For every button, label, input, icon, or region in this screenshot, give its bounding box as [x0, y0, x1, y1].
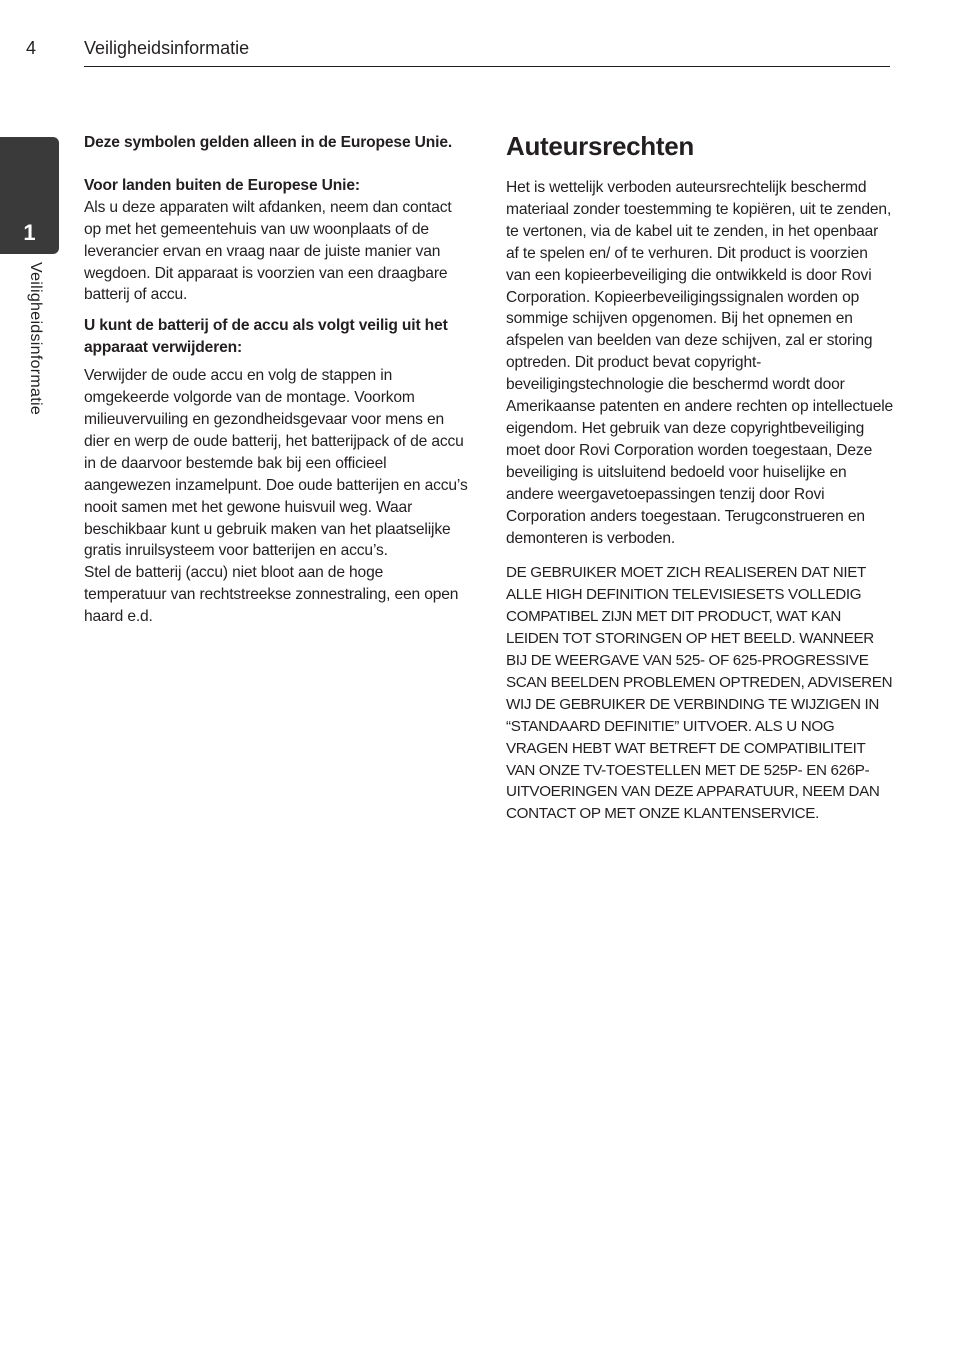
- eu-symbols-heading: Deze symbolen gelden alleen in de Europese Unie.: [84, 134, 453, 151]
- non-eu-heading: Voor landen buiten de Europese Unie:: [84, 176, 360, 194]
- copyright-text: Het is wettelijk verboden auteursrechtelijk beschermd materiaal zonder toestemming te kopiëren, uit te zenden, te vertonen, via de kabel uit te zenden, in het openbaar af te spelen en/ of te verhuren. Dit product is voorzien van een kopieerbeveiliging die ontwikkeld is door Rovi Corporation. Kopieerbeveiligingssignalen worden op sommige schijven opgenomen. Bij het opnemen en afspelen van beelden van deze schijven, zal er storing optreden. Dit product bevat copyright-beveiligingstechnologie die beschermd wordt door Amerikaanse patenten en andere rechten op intellectuele eigendom. Het gebruik van deze copyrightbeveiliging moet door Rovi Corporation worden toegestaan, Deze beveiliging is uitsluitend bedoeld voor huiselijke en andere weergavetoepassingen tenzij door Rovi Corporation anders toegestaan. Terugconstrueren en demonteren is verboden.: [506, 179, 894, 547]
- chapter-tab: [0, 137, 59, 254]
- battery-removal-heading: U kunt de batterij of de accu als volgt veilig uit het apparaat verwijderen:: [84, 317, 448, 357]
- chapter-label: Veiligheidsinformatie: [27, 262, 44, 416]
- chapter-number: 1: [23, 220, 36, 245]
- hd-compatibility-notice: DE GEBRUIKER MOET ZICH REALISEREN DAT NIET ALLE HIGH DEFINITION TELEVISIESETS VOLLEDIG COMPATIBEL ZIJN MET DIT PRODUCT, WAT KAN LEIDEN TOT STORINGEN OP HET BEELD. WANNEER BIJ DE WEERGAVE VAN 525- OF 625-PROGRESSIVE SCAN BEELDEN PROBLEMEN OPTREDEN, ADVISEREN WIJ DE GEBRUIKER DE VERBINDING TE WIJZIGEN IN “STANDAARD DEFINITIE” UITVOER. ALS U NOG VRAGEN HEBT WAT BETREFT DE COMPATIBILITEIT VAN ONZE TV-TOESTELLEN MET DE 525P- EN 626P-UITVOERINGEN VAN DEZE APPARATUUR, NEEM DAN CONTACT OP MET ONZE KLANTENSERVICE.: [506, 564, 893, 823]
- header-rule: [84, 66, 890, 67]
- header-title: Veiligheidsinformatie: [84, 38, 250, 58]
- non-eu-text: Als u deze apparaten wilt afdanken, neem dan contact op met het gemeentehuis van uw woonplaats of de leverancier ervan en vraag naar de juiste manier van wegdoen. Dit apparaat is voorzien van een draagbare batterij of accu.: [84, 198, 452, 304]
- right-column: [506, 128, 894, 825]
- page-number: 4: [26, 38, 37, 58]
- section-title: Auteursrechten: [506, 131, 694, 161]
- left-column: [84, 132, 468, 628]
- battery-heat-warning: Stel de batterij (accu) niet bloot aan de hoge temperatuur van rechtstreekse zonnestraling, een open haard e.d.: [84, 564, 459, 626]
- battery-removal-text: Verwijder de oude accu en volg de stappen in omgekeerde volgorde van de montage. Voorkom milieuvervuiling en gezondheidsgevaar voor mens en dier en werp de oude batterij, het batterijpack of de accu in de daarvoor bestemde bak bij een officieel aangewezen inzamelpunt. Doe oude batterijen en accu’s nooit samen met het gewone huisvuil weg. Waar beschikbaar kunt u gebruik maken van het plaatselijke gratis inruilsysteem voor batterijen en accu’s.: [84, 367, 468, 560]
